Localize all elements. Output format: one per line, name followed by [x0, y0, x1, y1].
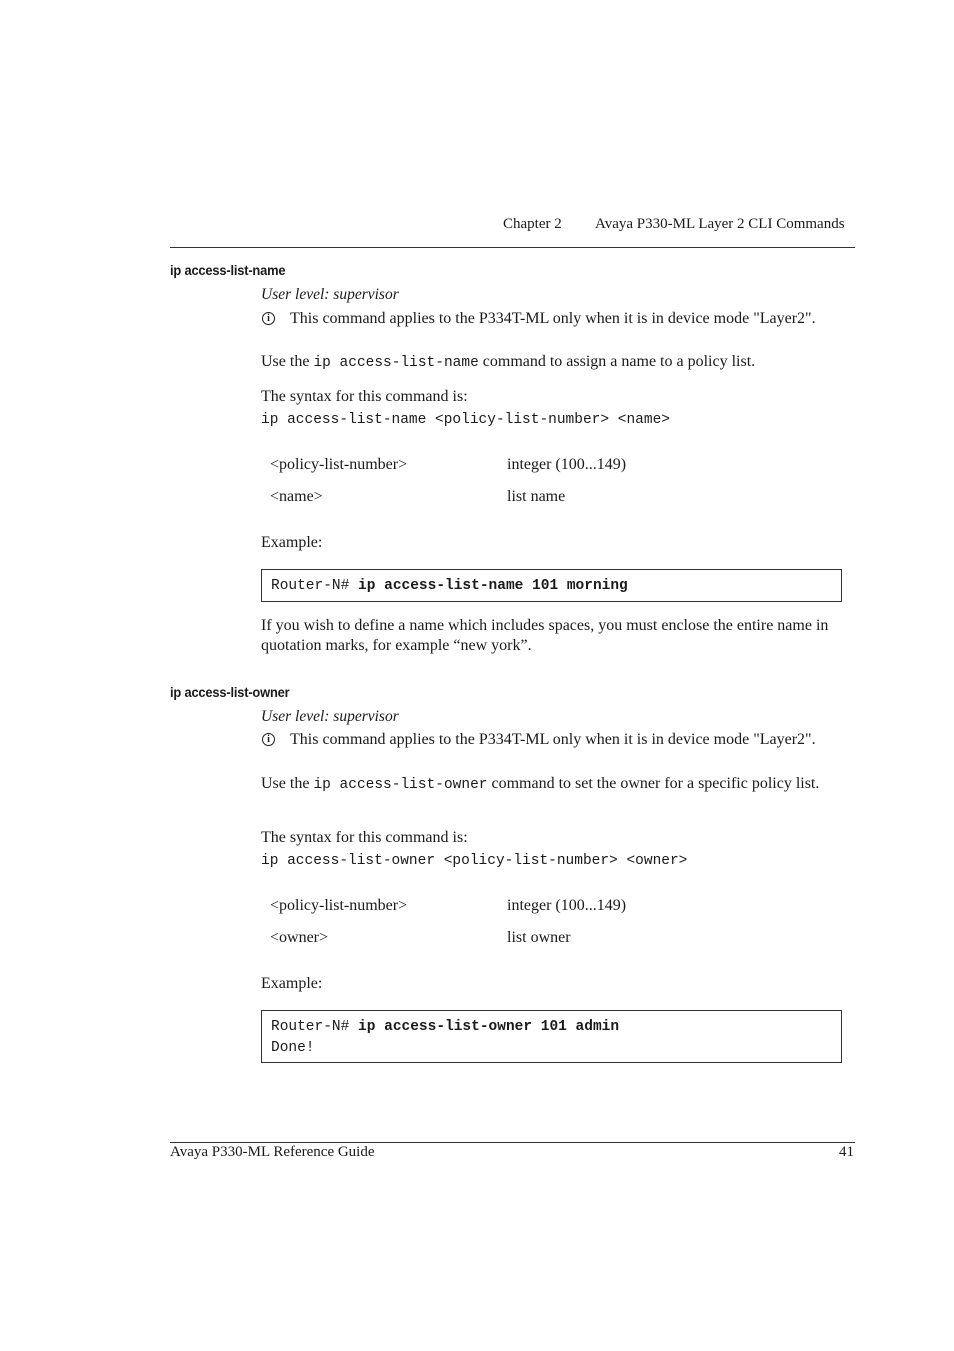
example-code-box	[261, 1010, 842, 1063]
info-icon: i	[262, 312, 275, 325]
user-level: User level: supervisor	[261, 708, 399, 725]
param-name: <policy-list-number>	[270, 456, 408, 473]
footer-guide-title: Avaya P330-ML Reference Guide	[170, 1144, 375, 1160]
code-prompt: Router-N#	[271, 578, 359, 594]
param-name: <policy-list-number>	[270, 897, 408, 914]
usage-suffix: command to set the owner for a specific policy list.	[487, 775, 820, 792]
example-label: Example:	[261, 534, 323, 551]
param-desc: integer (100...149)	[507, 456, 627, 473]
code-prompt: Router-N#	[271, 1019, 359, 1035]
usage-command: ip access-list-name	[313, 355, 479, 371]
param-name: <owner>	[270, 929, 329, 946]
usage-command: ip access-list-owner	[313, 777, 488, 793]
page-number: 41	[839, 1144, 854, 1160]
param-desc: integer (100...149)	[507, 897, 627, 914]
section-title: ip access-list-name	[170, 262, 286, 278]
note-text: This command applies to the P334T-ML only when it is in device mode "Layer2".	[290, 310, 816, 327]
header-title: Avaya P330-ML Layer 2 CLI Commands	[595, 216, 845, 232]
param-desc: list name	[507, 488, 566, 505]
param-name: <name>	[270, 488, 323, 505]
header-chapter: Chapter 2	[503, 216, 562, 232]
usage-paragraph	[261, 352, 851, 374]
usage-suffix: command to assign a name to a policy list.	[478, 353, 756, 370]
header-rule	[170, 247, 855, 248]
after-paragraph: If you wish to define a name which includes spaces, you must enclose the entire name in quotation marks, for example “new york”.	[261, 617, 829, 654]
usage-prefix: Use the	[261, 775, 314, 792]
section-title: ip access-list-owner	[170, 684, 290, 700]
code-line	[271, 1017, 832, 1038]
usage-paragraph	[261, 774, 851, 796]
param-desc: list owner	[507, 929, 571, 946]
code-output: Done!	[271, 1040, 315, 1056]
code-line	[271, 576, 832, 597]
user-level: User level: supervisor	[261, 286, 399, 303]
syntax-line: ip access-list-owner <policy-list-number> <owner>	[261, 853, 688, 869]
syntax-line: ip access-list-name <policy-list-number> <name>	[261, 412, 670, 428]
code-command: ip access-list-name 101 morning	[358, 578, 628, 594]
syntax-intro: The syntax for this command is:	[261, 829, 468, 846]
syntax-intro: The syntax for this command is:	[261, 388, 468, 405]
footer-rule	[170, 1142, 855, 1143]
code-command: ip access-list-owner 101 admin	[358, 1019, 620, 1035]
info-icon: i	[262, 733, 275, 746]
note-text: This command applies to the P334T-ML only when it is in device mode "Layer2".	[290, 731, 816, 748]
usage-prefix: Use the	[261, 353, 314, 370]
example-code-box	[261, 569, 842, 602]
example-label: Example:	[261, 975, 323, 992]
